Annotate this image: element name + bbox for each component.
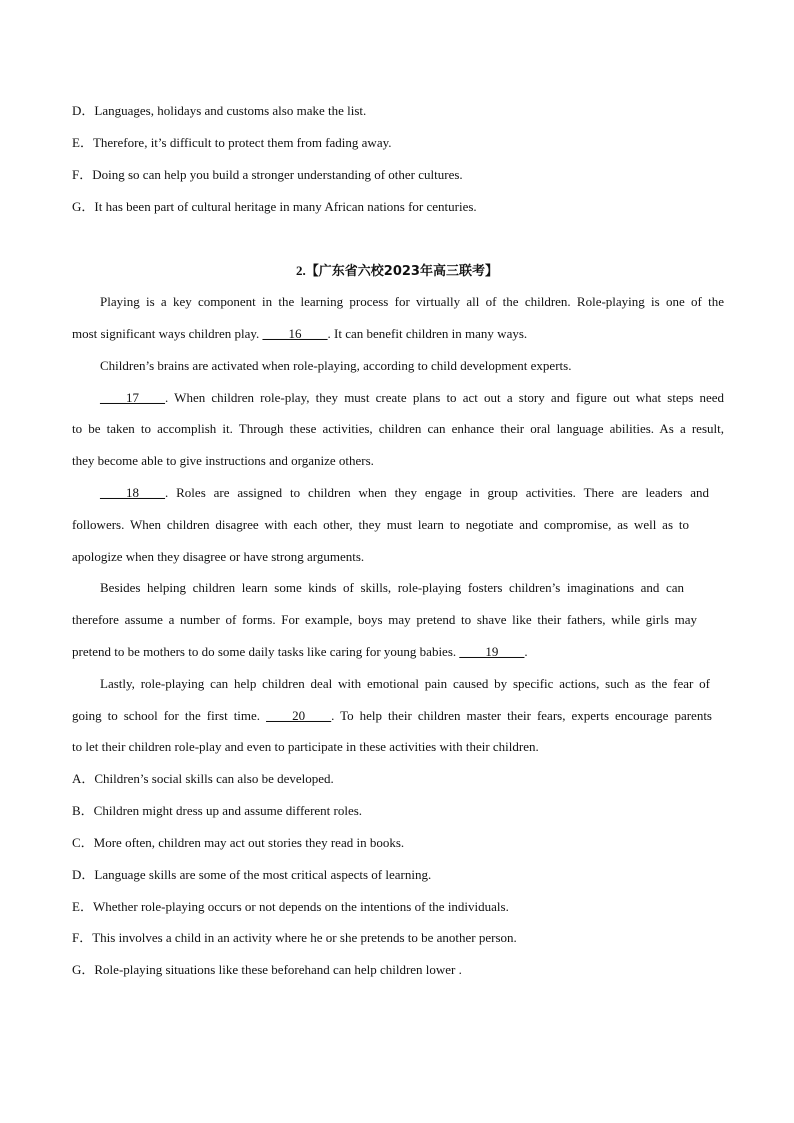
passage-text: . When children role-play, they must create plans to act out a story and figure out what steps need — [165, 390, 724, 405]
passage-line: to let their children role-play and even to participate in these activities with their children. — [72, 739, 539, 754]
blank-19: ____19____ — [459, 644, 525, 659]
option-text: This involves a child in an activity where he or she pretends to be another person. — [92, 930, 517, 945]
blank-17: ____17____ — [100, 390, 165, 405]
option-text: Children’s social skills can also be developed. — [94, 771, 334, 786]
passage-text: . It can benefit children in many ways. — [327, 326, 528, 341]
passage-line: therefore assume a number of forms. For example, boys may pretend to shave like their fathers, while girls may — [72, 612, 697, 627]
option-c — [72, 834, 724, 852]
passage-text: . To help their children master their fears, experts encourage parents — [331, 708, 712, 723]
passage-text: going to school for the first time. — [72, 708, 267, 723]
passage-text: . — [524, 644, 528, 659]
option-letter: F． — [72, 930, 93, 945]
prev-option-g — [72, 198, 724, 216]
passage-line: Besides helping children learn some kinds of skills, role-playing fosters children’s imaginations and can — [100, 580, 684, 595]
option-f — [72, 929, 724, 947]
option-letter: D． — [72, 103, 95, 118]
option-a — [72, 770, 724, 788]
passage-line: Children’s brains are activated when role-playing, according to child development experts. — [100, 358, 572, 373]
blank-18: ____18____ — [100, 485, 165, 500]
passage-line: Playing is a key component in the learning process for virtually all of the children. Role-playing is one of the — [100, 294, 724, 309]
option-text: It has been part of cultural heritage in many African nations for centuries. — [94, 199, 477, 214]
section-title — [0, 262, 794, 281]
option-text: Doing so can help you build a stronger understanding of other cultures. — [92, 167, 463, 182]
option-e — [72, 898, 724, 916]
option-letter: D． — [72, 867, 95, 882]
section-number: 2. — [296, 263, 306, 278]
option-g — [72, 961, 724, 979]
option-letter: A． — [72, 771, 95, 786]
option-letter: E． — [72, 899, 93, 914]
option-d — [72, 866, 724, 884]
passage-line: to be taken to accomplish it. Through these activities, children can enhance their oral language abilities. As a result, — [72, 421, 724, 436]
option-letter: G． — [72, 962, 95, 977]
blank-16: ____16____ — [262, 326, 328, 341]
passage-line: they become able to give instructions and organize others. — [72, 453, 374, 468]
passage-text: . Roles are assigned to children when they engage in group activities. There are leaders and — [165, 485, 709, 500]
option-text: Children might dress up and assume different roles. — [93, 803, 363, 818]
option-text: More often, children may act out stories they read in books. — [93, 835, 405, 850]
option-letter: E． — [72, 135, 93, 150]
option-letter: B． — [72, 803, 94, 818]
passage-line: followers. When children disagree with each other, they must learn to negotiate and compromise, as well as to — [72, 517, 689, 532]
option-text: Languages, holidays and customs also make the list. — [94, 103, 367, 118]
prev-option-d — [72, 102, 724, 120]
passage-line — [72, 643, 724, 661]
option-text: Whether role-playing occurs or not depends on the intentions of the individuals. — [92, 899, 509, 914]
blank-20: ____20____ — [266, 708, 332, 723]
passage-text: most significant ways children play. — [72, 326, 263, 341]
option-letter: G． — [72, 199, 95, 214]
option-b — [72, 802, 724, 820]
passage-line — [100, 484, 709, 502]
passage-text: pretend to be mothers to do some daily tasks like caring for young babies. — [72, 644, 460, 659]
option-letter: C． — [72, 835, 94, 850]
prev-option-e — [72, 134, 724, 152]
passage-line — [72, 325, 724, 343]
passage-line — [72, 707, 712, 725]
option-letter: F． — [72, 167, 93, 182]
option-text: Therefore, it’s difficult to protect them from fading away. — [92, 135, 392, 150]
option-text: Language skills are some of the most critical aspects of learning. — [94, 867, 432, 882]
section-source: 【广东省六校2023年高三联考】 — [305, 264, 498, 279]
passage-line: apologize when they disagree or have strong arguments. — [72, 549, 365, 564]
passage-line: Lastly, role-playing can help children deal with emotional pain caused by specific actions, such as the fear of — [100, 676, 710, 691]
option-text: Role-playing situations like these beforehand can help children lower . — [94, 962, 462, 977]
passage-line — [100, 389, 724, 407]
prev-option-f — [72, 166, 724, 184]
